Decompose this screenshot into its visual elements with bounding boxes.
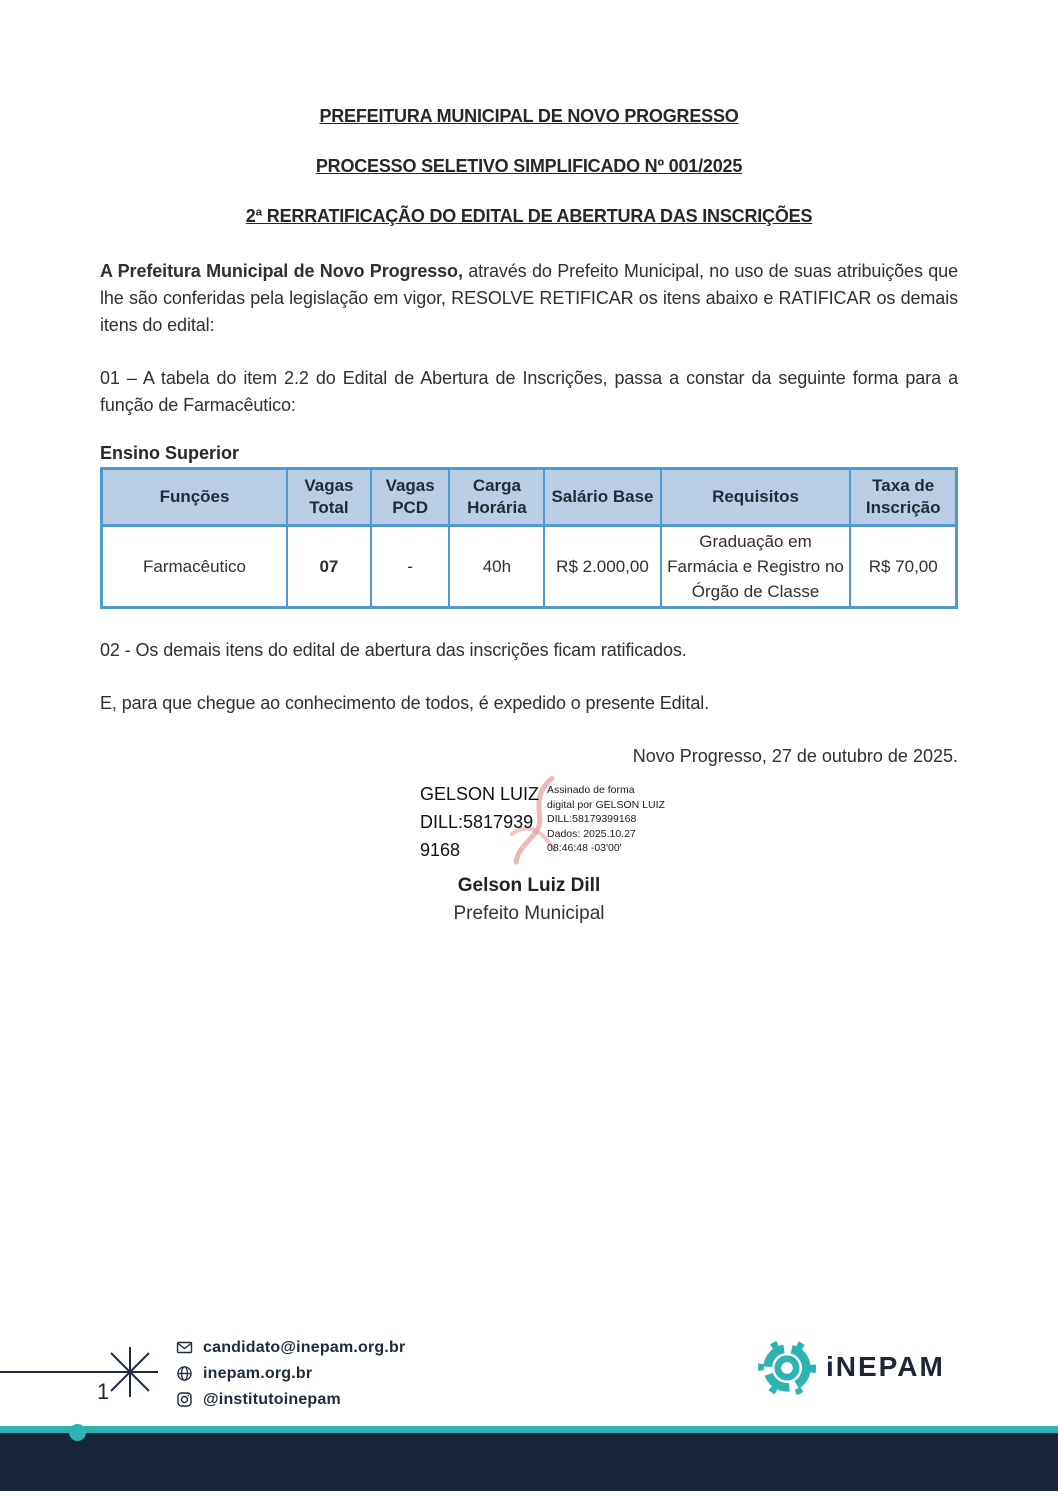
table-row <box>102 526 957 608</box>
cell-taxa-inscricao: R$ 70,00 <box>850 526 956 608</box>
digital-signature-subject-line1: GELSON LUIZ <box>420 784 540 804</box>
closing-paragraph: E, para que chegue ao conhecimento de todos, é expedido o presente Edital. <box>100 693 710 713</box>
digital-signature-subject-line2: DILL:5817939 <box>420 812 534 832</box>
footer-contacts <box>176 1336 405 1414</box>
cell-funcao: Farmacêutico <box>102 526 288 608</box>
envelope-icon <box>176 1339 193 1356</box>
page-number: 1 <box>97 1379 110 1404</box>
item-02-paragraph: 02 - Os demais itens do edital de abertura das inscrições ficam ratificados. <box>100 640 687 660</box>
cell-requisitos: Graduação em Farmácia e Registro no Órgão de Classe <box>661 526 851 608</box>
footer-teal-dot <box>69 1424 86 1441</box>
document-title-line3: 2ª RERRATIFICAÇÃO DO EDITAL DE ABERTURA DAS INSCRIÇÕES <box>245 206 813 226</box>
digital-signature-detail-line4: Dados: 2025.10.27 <box>547 827 636 840</box>
contact-website-row[interactable] <box>176 1362 405 1385</box>
inepam-gear-icon <box>758 1337 816 1397</box>
digital-signature-detail-line1: Assinado de forma <box>547 784 635 796</box>
digital-signature-detail-line3: DILL:58179399168 <box>547 813 637 825</box>
inepam-logo-text: iNEPAM <box>826 1351 945 1382</box>
digital-signature-details <box>547 780 665 856</box>
cell-vagas-pcd: - <box>371 526 450 608</box>
column-header-carga-horaria: Carga Horária <box>449 469 544 526</box>
contact-email-text: candidato@inepam.org.br <box>203 1338 406 1356</box>
instagram-icon <box>176 1391 193 1408</box>
digital-signature-block <box>420 780 958 864</box>
cell-vagas-total: 07 <box>287 526 371 608</box>
cell-salario-base: R$ 2.000,00 <box>544 526 660 608</box>
footer-star-icon <box>0 1336 175 1417</box>
signer-role: Prefeito Municipal <box>453 903 605 924</box>
digital-signature-detail-line5: 08:46:48 -03'00' <box>547 842 622 854</box>
contact-website-text: inepam.org.br <box>203 1364 313 1382</box>
column-header-salario-base: Salário Base <box>544 469 660 526</box>
digital-signature-subject-line3: 9168 <box>420 840 461 860</box>
item-01-paragraph: 01 – A tabela do item 2.2 do Edital de Abertura de Inscrições, passa a constar da seguinte forma para a função de Farmacêutico: <box>100 368 958 415</box>
footer-navy-bar <box>0 1433 1058 1491</box>
digital-signature-subject <box>420 780 539 864</box>
intro-paragraph-bold-lead: A Prefeitura Municipal de Novo Progresso, <box>100 261 463 281</box>
vacancies-table <box>100 467 958 609</box>
digital-signature-detail-line2: digital por GELSON LUIZ <box>547 798 665 811</box>
column-header-taxa-inscricao: Taxa de Inscrição <box>850 469 956 526</box>
date-line: Novo Progresso, 27 de outubro de 2025. <box>632 746 958 766</box>
globe-icon <box>176 1365 193 1382</box>
intro-paragraph-rest: através do Prefeito Municipal, no uso de suas atribuições que lhe são conferidas pela legislação em vigor, RESOLVE RETIFICAR os itens abaixo e RATIFICAR os demais itens do edital: <box>100 261 958 335</box>
cell-carga-horaria: 40h <box>449 526 544 608</box>
column-header-vagas-pcd: Vagas PCD <box>371 469 450 526</box>
column-header-funcoes: Funções <box>102 469 288 526</box>
intro-paragraph <box>100 258 958 339</box>
contact-instagram-text: @institutoinepam <box>203 1390 341 1408</box>
document-title-line1: PREFEITURA MUNICIPAL DE NOVO PROGRESSO <box>319 106 739 126</box>
column-header-vagas-total: Vagas Total <box>287 469 371 526</box>
document-title-line2: PROCESSO SELETIVO SIMPLIFICADO Nº 001/2025 <box>315 156 743 176</box>
table-heading-ensino-superior: Ensino Superior <box>100 443 240 463</box>
signer-name: Gelson Luiz Dill <box>457 875 601 896</box>
inepam-logo <box>758 1337 945 1397</box>
contact-email-row[interactable] <box>176 1336 405 1359</box>
contact-instagram-row[interactable] <box>176 1388 405 1411</box>
column-header-requisitos: Requisitos <box>661 469 851 526</box>
table-header-row <box>102 469 957 526</box>
footer-teal-line <box>0 1426 1058 1433</box>
